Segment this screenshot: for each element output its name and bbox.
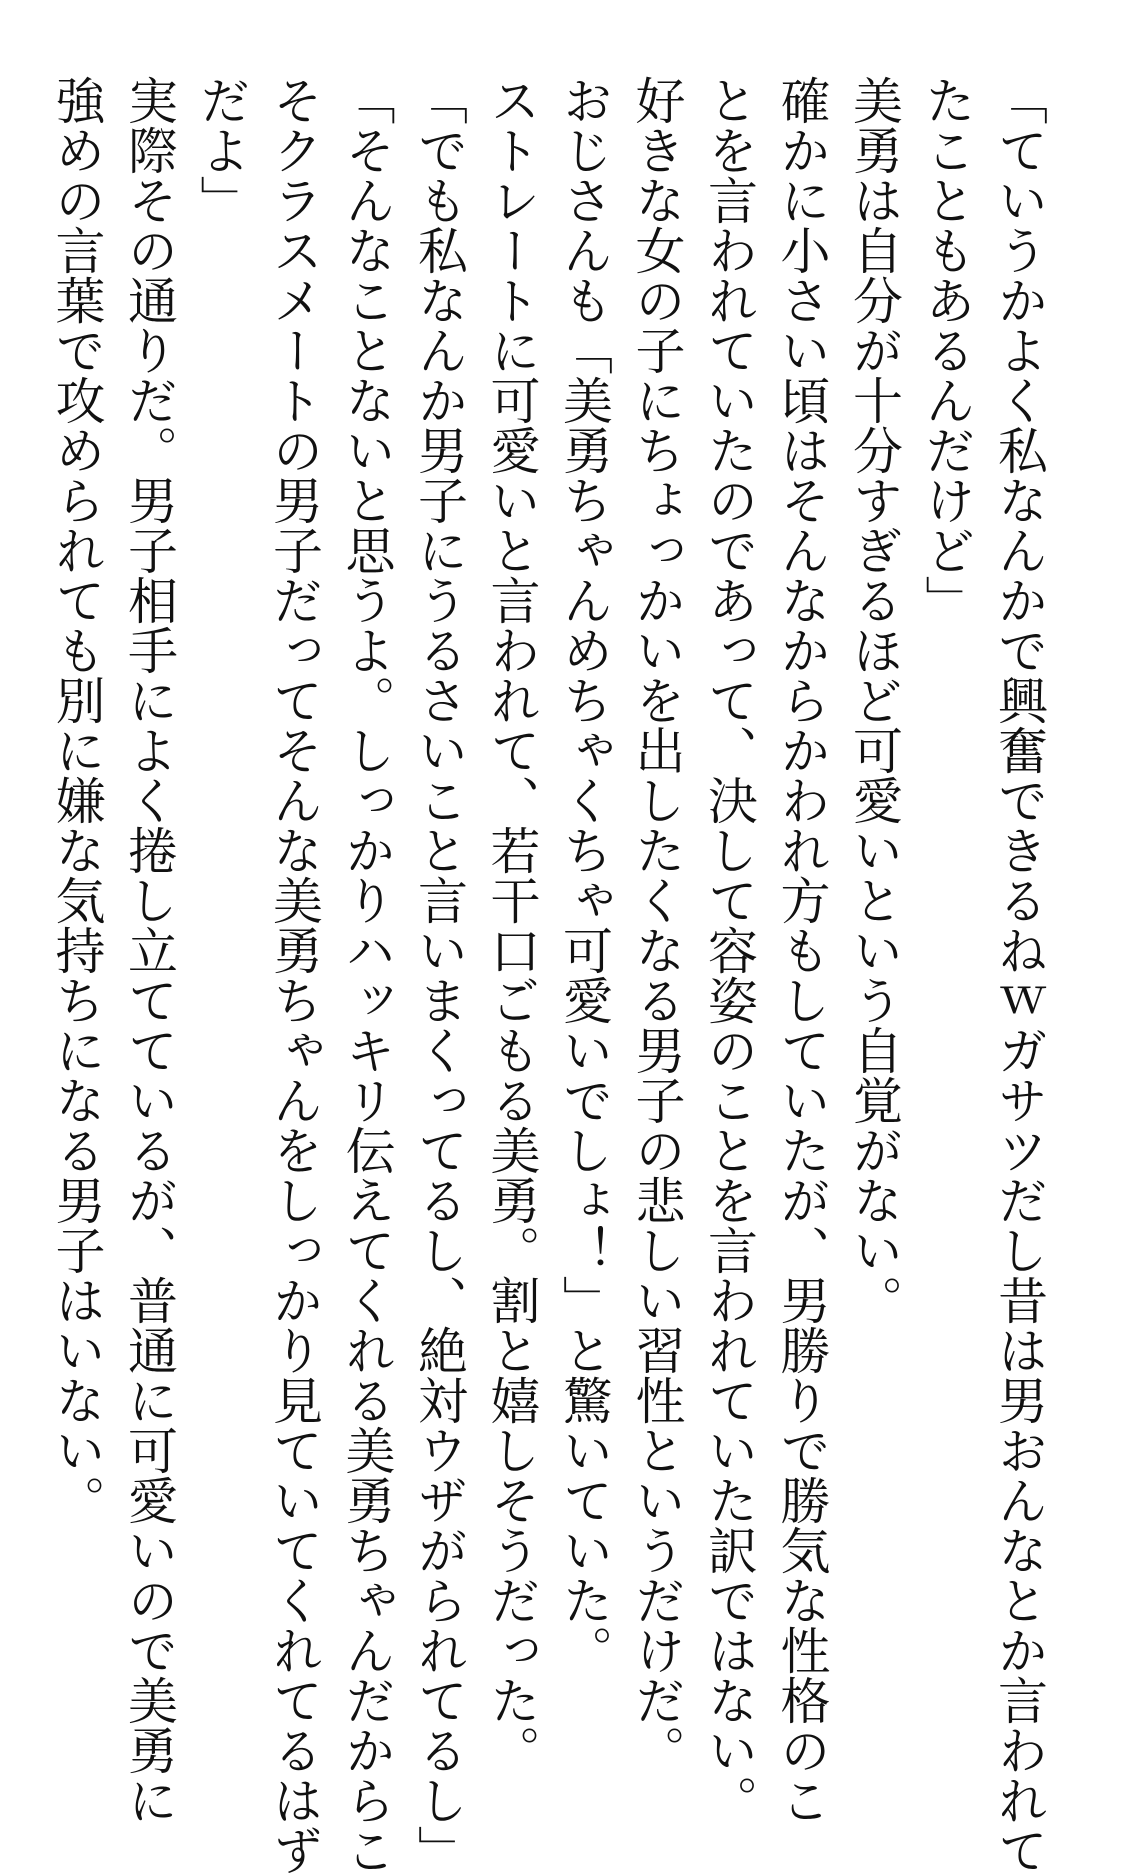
text-line: たこともあるんだけど」 xyxy=(917,75,976,625)
text-line: そクラスメートの男子だってそんな美勇ちゃんをしっかり見ていてくれてるはず xyxy=(265,75,323,1875)
text-line: だよ」 xyxy=(192,75,251,225)
text-line: 美勇は自分が十分すぎるほど可愛いという自覚がない。 xyxy=(845,75,903,1325)
text-line: 確かに小さい頃はそんなからかわれ方もしていたが、男勝りで勝気な性格のこ xyxy=(772,75,831,1825)
text-line: 強めの言葉で攻められても別に嫌な気持ちになる男子はいない。 xyxy=(47,75,106,1525)
text-line: 「そんなことないと思うよ。しっかりハッキリ伝えてくれる美勇ちゃんだからこ xyxy=(337,75,396,1875)
text-line: 「でも私なんか男子にうるさいこと言いまくってるし、絶対ウザがられてるし」 xyxy=(410,75,468,1875)
text-line: 好きな女の子にちょっかいを出したくなる男子の悲しい習性というだけだ。 xyxy=(627,75,686,1775)
text-line: おじさんも「美勇ちゃんめちゃくちゃ可愛いでしょ！」と驚いていた。 xyxy=(555,75,613,1675)
text-line: 実際その通りだ。男子相手によく捲し立てているが、普通に可愛いので美勇に xyxy=(120,75,178,1825)
text-line: 「ていうかよく私なんかで興奮できるねｗガサツだし昔は男おんなとか言われて xyxy=(990,75,1048,1875)
text-line: とを言われていたのであって、決して容姿のことを言われていた訳ではない。 xyxy=(700,75,758,1825)
vertical-text-body xyxy=(40,75,1055,1875)
text-line: ストレートに可愛いと言われて、若干口ごもる美勇。割と嬉しそうだった。 xyxy=(482,75,541,1775)
